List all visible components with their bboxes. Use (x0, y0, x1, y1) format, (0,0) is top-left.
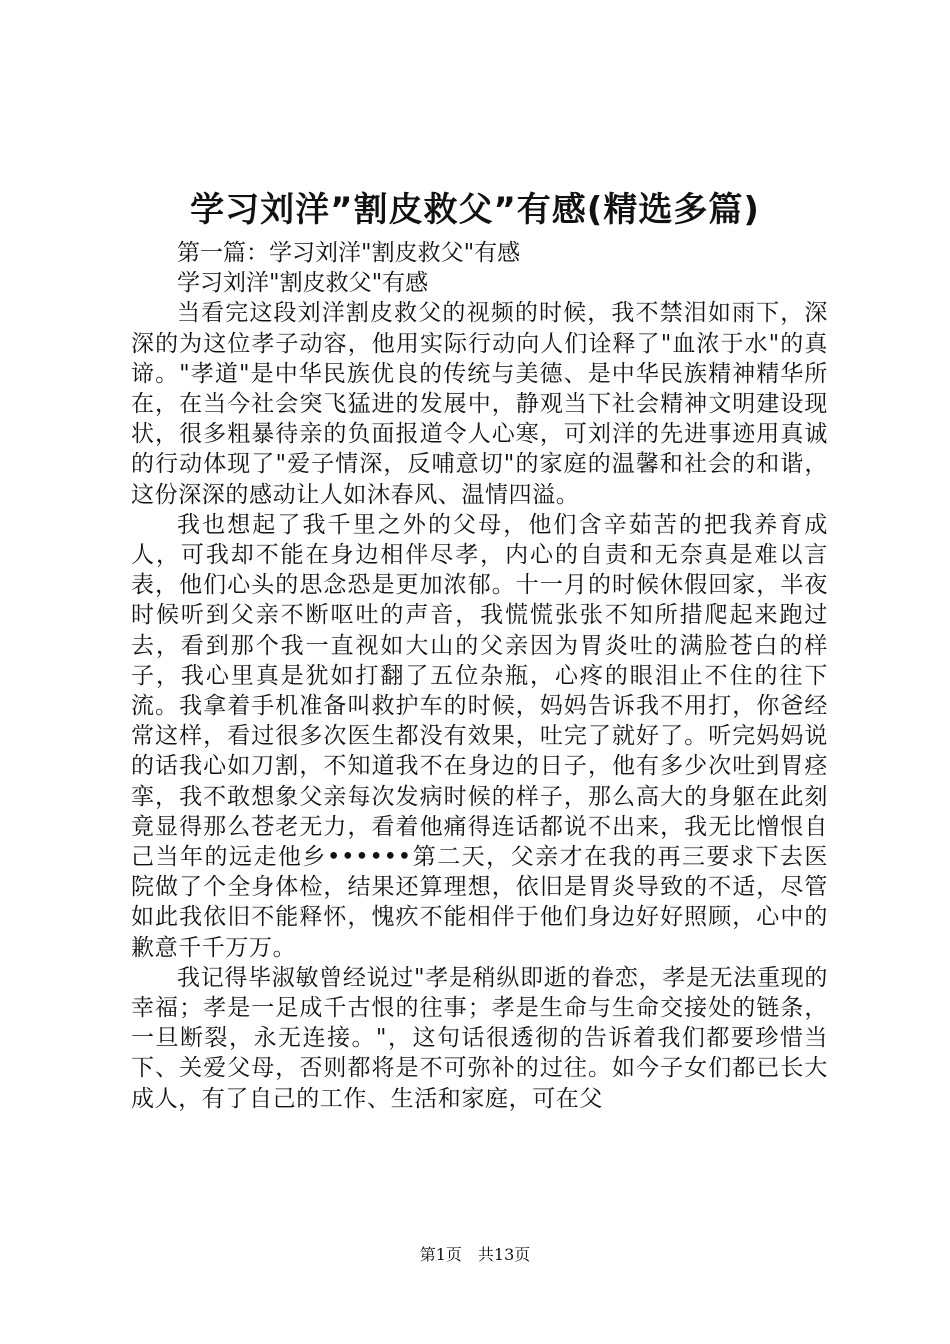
section-heading: 第一篇：学习刘洋"割皮救父"有感 (177, 240, 521, 266)
page-total: 共13页 (477, 1245, 531, 1264)
paragraph-3: 我记得毕淑敏曾经说过"孝是稍纵即逝的眷恋，孝是无法重现的幸福；孝是一足成千古恨的往事；孝是生命与生命交接处的链条，一旦断裂，永无连接。"，这句话很透彻的告诉着我们都要珍惜当下、关爱父母，否则都将是不可弥补的过往。如今子女们都已长大成人，有了自己的工作、生活和家庭，可在父 (131, 964, 828, 1112)
document-body (131, 238, 828, 1114)
page-footer (0, 1244, 950, 1266)
document-title: 学习刘洋”割皮救父”有感(精选多篇) (190, 190, 760, 230)
paragraph-2: 我也想起了我千里之外的父母，他们含辛茹苦的把我养育成人，可我却不能在身边相伴尽孝，内心的自责和无奈真是难以言表，他们心头的思念恐是更加浓郁。十一月的时候休假回家，半夜时候听到父亲不断呕吐的声音，我慌慌张张不知所措爬起来跑过去，看到那个我一直视如大山的父亲因为胃炎吐的满脸苍白的样子，我心里真是犹如打翻了五位杂瓶，心疼的眼泪止不住的往下流。我拿着手机准备叫救护车的时候，妈妈告诉我不用打，你爸经常这样，看过很多次医生都没有效果，吐完了就好了。听完妈妈说的话我心如刀割，不知道我不在身边的日子，他有多少次吐到胃痉挛，我不敢想象父亲每次发病时候的样子，那么高大的身躯在此刻竟显得那么苍老无力，看着他痛得连话都说不出来，我无比憎恨自己当年的远走他乡••••••第二天，父亲才在我的再三要求下去医院做了个全身体检，结果还算理想，依旧是胃炎导致的不适，尽管如此我依旧不能释怀，愧疚不能相伴于他们身边好好照顾，心中的歉意千千万万。 (131, 511, 828, 961)
paragraph-1: 当看完这段刘洋割皮救父的视频的时候，我不禁泪如雨下，深深的为这位孝子动容，他用实际行动向人们诠释了"血浓于水"的真谛。"孝道"是中华民族优良的传统与美德、是中华民族精神精华所在，在当今社会突飞猛进的发展中，静观当下社会精神文明建设现状，很多粗暴待亲的负面报道令人心寒，可刘洋的先进事迹用真诚的行动体现了"爱子情深，反哺意切"的家庭的温馨和社会的和谐，这份深深的感动让人如沐春风、温情四溢。 (131, 300, 828, 508)
page-number: 第1页 (419, 1245, 462, 1264)
article-heading: 学习刘洋"割皮救父"有感 (177, 270, 429, 297)
